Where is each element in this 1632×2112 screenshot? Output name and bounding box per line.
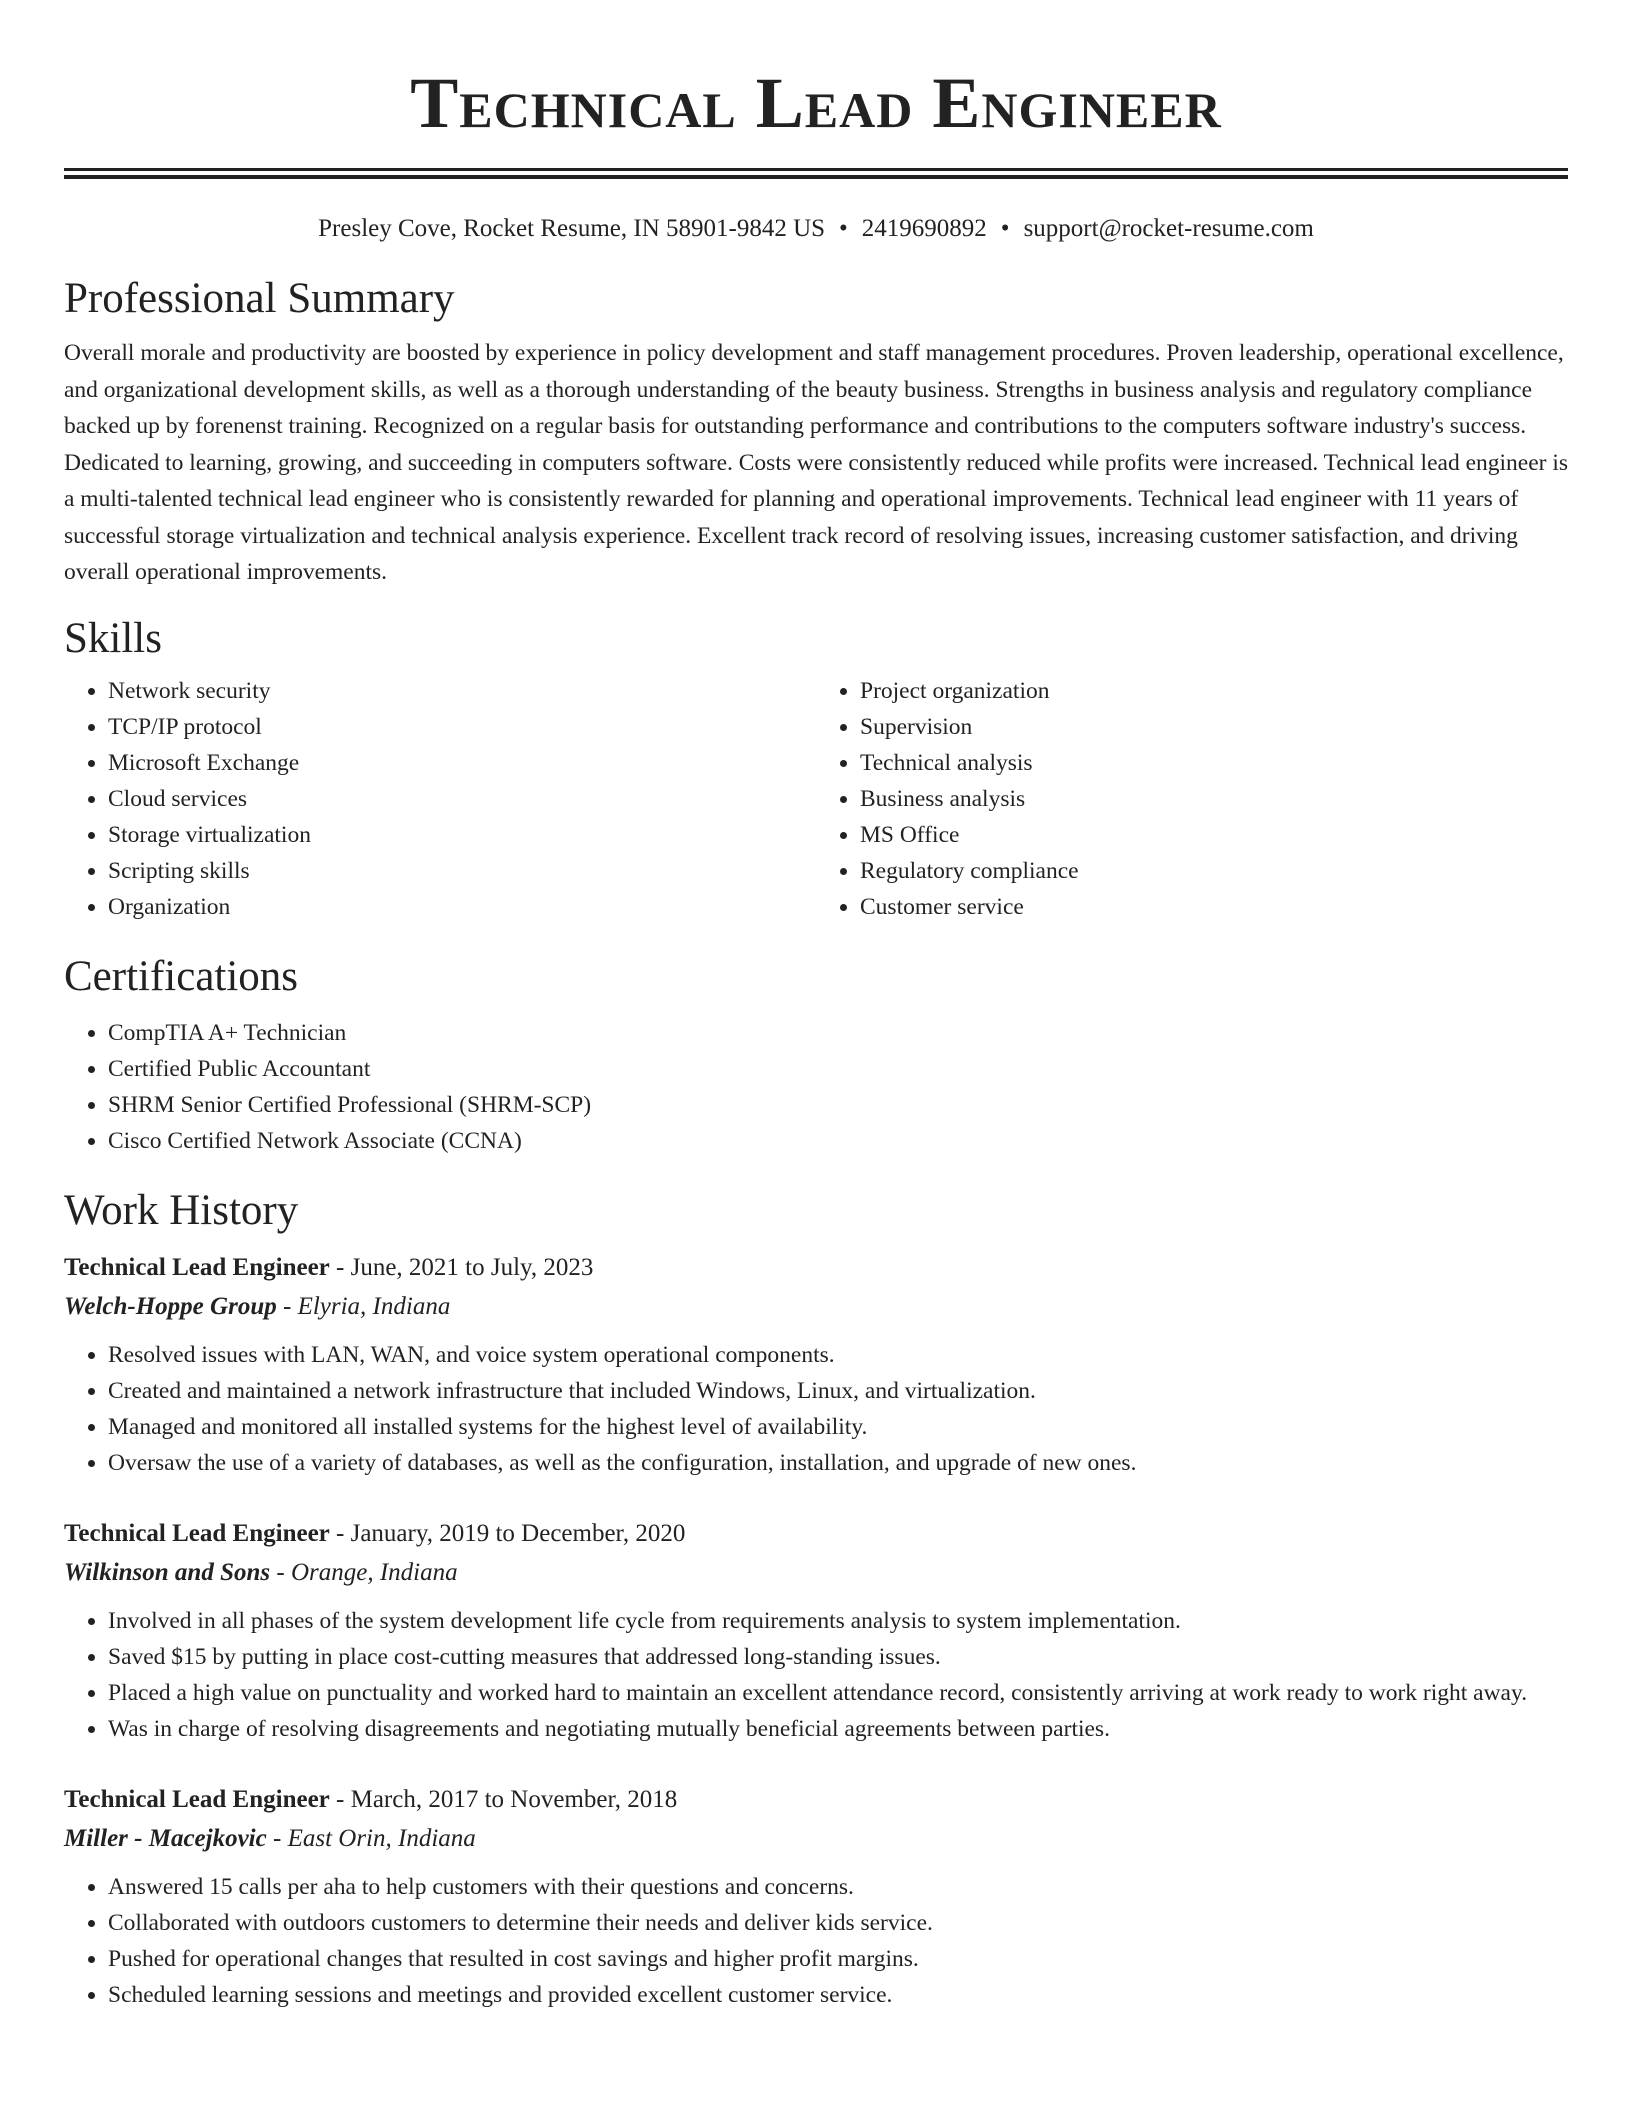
resume-page [64,0,1568,2013]
certifications-section [64,949,1568,1159]
job-bullet: • Placed a high value on punctuality and worked hard to maintain an excellent attendance record, consistently arriving at work ready to work right away. [108,1675,1568,1711]
skill-item: • Organization [108,889,816,925]
job-separator: - [329,1253,351,1281]
job-bullet: • Collaborated with outdoors customers to determine their needs and deliver kids service. [108,1905,1568,1941]
skill-item: • Network security [108,673,816,709]
work-history-heading: Work History [64,1186,299,1234]
job-separator: - [276,1292,298,1320]
skills-list-right [816,673,1568,925]
contact-email: support@rocket-resume.com [1023,215,1314,242]
summary-text: Overall morale and productivity are boosted by experience in policy development and staff management procedures. Proven leadership, operational excellence, and organizational development skills, as well as a thorough understanding of the beauty business. Strengths in business analysis and regulatory compliance backed up by forenenst training. Recognized on a regular basis for outstanding performance and contributions to the computers software industry's success. Dedicated to learning, growing, and succeeding in computers software. Costs were consistently reduced while profits were increased. Technical lead engineer is a multi-talented technical lead engineer who is consistently rewarded for planning and operational improvements. Technical lead engineer with 11 years of successful storage virtualization and technical analysis experience. Excellent track record of resolving issues, increasing customer satisfaction, and driving overall operational improvements. [64,340,1569,585]
job-employer [64,1553,1568,1593]
job-bullet: • Oversaw the use of a variety of databases, as well as the configuration, installation, and upgrade of new ones. [108,1445,1568,1481]
job-dates: January, 2019 to December, 2020 [350,1519,686,1547]
contact-separator: • [839,215,848,242]
skill-item: • Project organization [860,673,1568,709]
job-location: Elyria, Indiana [297,1292,451,1320]
job-bullet: • Involved in all phases of the system development life cycle from requirements analysis to system implementation. [108,1603,1568,1639]
skill-item: • Technical analysis [860,745,1568,781]
skill-item: • Cloud services [108,781,816,817]
job-role: Technical Lead Engineer [64,1785,330,1813]
job-header [64,1781,1568,1819]
job-separator: - [329,1785,351,1813]
job-entry [64,1249,1568,1481]
skills-columns [64,673,1568,925]
job-bullet: • Answered 15 calls per aha to help customers with their questions and concerns. [108,1869,1568,1905]
job-bullet: • Saved $15 by putting in place cost-cutting measures that addressed long-standing issues. [108,1639,1568,1675]
skills-section [64,611,1568,925]
contact-line [64,213,1568,245]
skills-heading: Skills [64,614,162,662]
contact-phone: 2419690892 [861,215,987,242]
job-bullet: • Resolved issues with LAN, WAN, and voice system operational components. [108,1337,1568,1373]
job-entry [64,1515,1568,1747]
skill-item: • Storage virtualization [108,817,816,853]
job-bullets [64,1337,1568,1481]
job-company: Wilkinson and Sons [64,1558,271,1586]
job-bullet: • Scheduled learning sessions and meetings and provided excellent customer service. [108,1977,1568,2013]
certification-item: • CompTIA A+ Technician [108,1015,1568,1051]
job-separator: - [270,1558,291,1586]
skill-item: • MS Office [860,817,1568,853]
job-employer [64,1819,1568,1859]
work-history-section [64,1183,1568,2013]
certification-item: • Cisco Certified Network Associate (CCNA) [108,1123,1568,1159]
skill-item: • Customer service [860,889,1568,925]
skill-item: • TCP/IP protocol [108,709,816,745]
certification-item: • SHRM Senior Certified Professional (SHRM-SCP) [108,1087,1568,1123]
certification-item: • Certified Public Accountant [108,1051,1568,1087]
contact-separator: • [1000,215,1010,242]
summary-heading: Professional Summary [64,275,455,322]
summary-section [64,271,1568,591]
job-separator: - [329,1519,351,1547]
job-dates: June, 2021 to July, 2023 [350,1253,594,1281]
resume-title: Technical Lead Engineer [410,63,1222,143]
job-location: Orange, Indiana [290,1558,458,1586]
job-header [64,1515,1568,1553]
job-bullets [64,1603,1568,1747]
job-entry [64,1781,1568,2013]
skill-item: • Scripting skills [108,853,816,889]
job-header [64,1249,1568,1287]
job-bullet: • Created and maintained a network infrastructure that included Windows, Linux, and virtualization. [108,1373,1568,1409]
title-divider [64,168,1568,179]
job-role: Technical Lead Engineer [64,1519,330,1547]
job-employer [64,1287,1568,1327]
job-separator: - [266,1824,288,1852]
job-company: Welch-Hoppe Group [64,1292,277,1320]
skill-item: • Supervision [860,709,1568,745]
certifications-list [64,1015,1568,1159]
job-location: East Orin, Indiana [287,1824,476,1852]
certifications-heading: Certifications [64,952,299,1000]
job-role: Technical Lead Engineer [64,1253,330,1281]
skills-list-left [64,673,816,925]
contact-address: Presley Cove, Rocket Resume, IN 58901-9842 US [318,215,826,242]
skill-item: • Business analysis [860,781,1568,817]
skill-item: • Regulatory compliance [860,853,1568,889]
skill-item: • Microsoft Exchange [108,745,816,781]
job-dates: March, 2017 to November, 2018 [350,1785,678,1813]
job-bullet: • Pushed for operational changes that resulted in cost savings and higher profit margins. [108,1941,1568,1977]
job-bullets [64,1869,1568,2013]
job-bullet: • Managed and monitored all installed systems for the highest level of availability. [108,1409,1568,1445]
job-bullet: • Was in charge of resolving disagreements and negotiating mutually beneficial agreements between parties. [108,1711,1568,1747]
job-company: Miller - Macejkovic [64,1824,267,1852]
